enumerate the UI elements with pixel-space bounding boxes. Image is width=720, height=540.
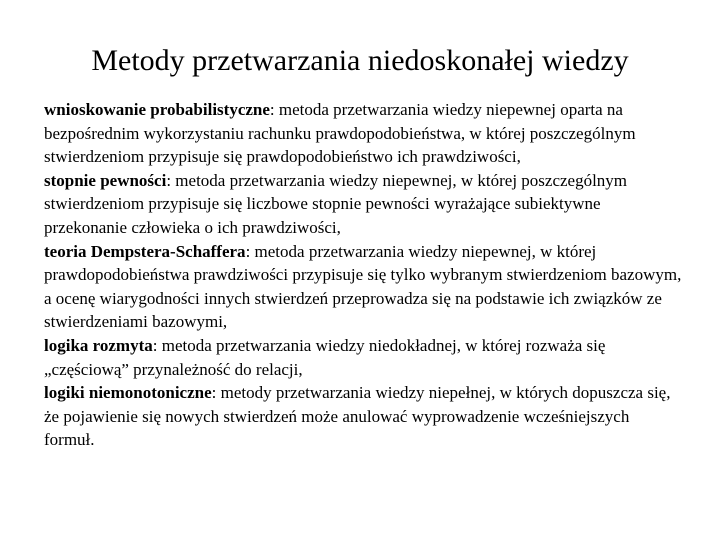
list-item — [44, 98, 684, 169]
item-term: wnioskowanie probabilistyczne — [44, 100, 270, 119]
item-term: logika rozmyta — [44, 335, 153, 355]
definition-list — [44, 98, 684, 452]
list-item — [44, 169, 684, 240]
list-item — [44, 381, 684, 452]
list-item — [44, 240, 684, 334]
item-definition: : metoda przetwarzania wiedzy niepewnej, w której prawdopodobieństwa prawdziwości przypisuje się tylko wybranym stwierdzeniom bazowym, a ocenę wiarygodności innych stwierdzeń przeprowadza się na podstawie ich związków ze stwierdzeniami bazowymi, — [44, 241, 682, 332]
item-term: stopnie pewności — [44, 170, 167, 190]
item-definition: : metoda przetwarzania wiedzy niepewnej oparta na bezpośrednim wykorzystaniu rachunku prawdopodobieństwa, w której poszczególnym stwierdzeniom przypisuje się prawdopodobieństwo ich prawdziwości, — [44, 100, 636, 167]
item-term: teoria Dempstera-Schaffera — [44, 241, 246, 261]
item-term: logiki niemonotoniczne — [44, 383, 212, 403]
item-definition: : metoda przetwarzania wiedzy niepewnej, w której poszczególnym stwierdzeniom przypisuje się liczbowe stopnie pewności wyrażające subiektywne przekonanie człowieka o ich prawdziwości, — [44, 170, 628, 237]
list-item — [44, 334, 684, 381]
slide-title: Metody przetwarzania niedoskonałej wiedzy — [91, 44, 629, 77]
item-definition: : metoda przetwarzania wiedzy niedokładnej, w której rozważa się „częściową” przynależność do relacji, — [44, 335, 606, 379]
item-definition: : metody przetwarzania wiedzy niepełnej, w których dopuszcza się, że pojawienie się nowych stwierdzeń może anulować wyprowadzenie wcześniejszych formuł. — [44, 383, 671, 450]
